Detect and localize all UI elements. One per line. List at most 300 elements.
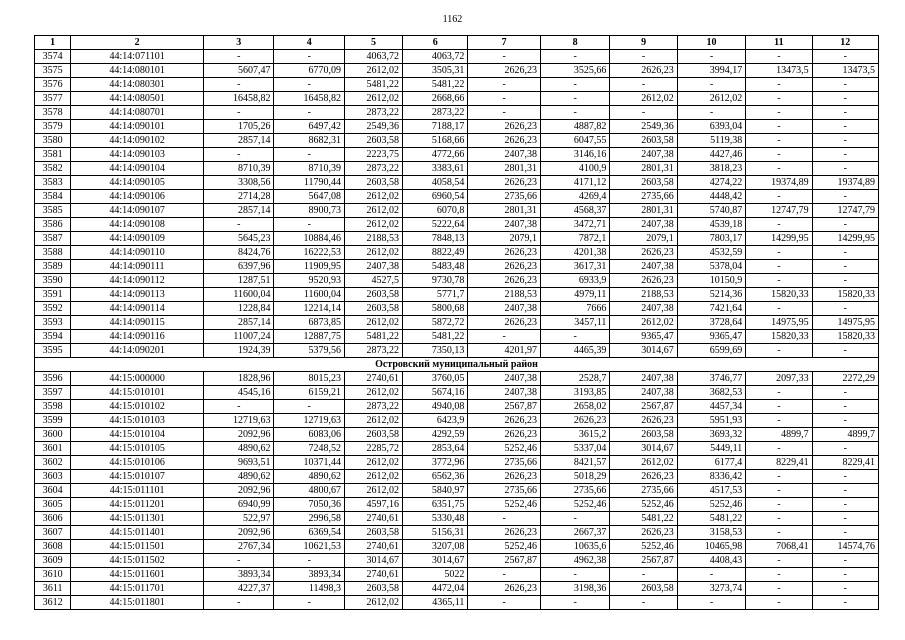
table-cell: 2603,58 bbox=[344, 428, 402, 442]
table-cell: 2603,58 bbox=[344, 134, 402, 148]
table-cell: 44:15:010106 bbox=[71, 456, 204, 470]
table-cell: - bbox=[610, 78, 677, 92]
table-cell: 3591 bbox=[35, 288, 71, 302]
table-cell: - bbox=[468, 568, 541, 582]
table-cell: 1924,39 bbox=[203, 344, 274, 358]
table-cell: 2801,31 bbox=[468, 204, 541, 218]
table-cell: 2612,02 bbox=[344, 92, 402, 106]
table-cell: 6599,69 bbox=[677, 344, 745, 358]
table-cell: 5378,04 bbox=[677, 260, 745, 274]
table-cell: 2626,23 bbox=[468, 176, 541, 190]
table-cell: 6369,54 bbox=[274, 526, 345, 540]
table-cell: 5481,22 bbox=[610, 512, 677, 526]
table-row bbox=[35, 442, 879, 456]
table-cell: 1287,51 bbox=[203, 274, 274, 288]
table-cell: 3588 bbox=[35, 246, 71, 260]
table-cell: 11600,04 bbox=[274, 288, 345, 302]
table-cell: 11909,95 bbox=[274, 260, 345, 274]
table-cell: - bbox=[468, 50, 541, 64]
table-row bbox=[35, 246, 879, 260]
table-cell: - bbox=[540, 568, 609, 582]
table-cell: - bbox=[746, 92, 812, 106]
table-cell: 4472,04 bbox=[403, 582, 468, 596]
table-cell: 3583 bbox=[35, 176, 71, 190]
table-cell: 2626,23 bbox=[610, 64, 677, 78]
table-cell: - bbox=[812, 470, 878, 484]
table-cell: 3576 bbox=[35, 78, 71, 92]
table-cell: 2603,58 bbox=[344, 288, 402, 302]
table-cell: 3893,34 bbox=[203, 568, 274, 582]
table-cell: - bbox=[812, 218, 878, 232]
table-cell: 3595 bbox=[35, 344, 71, 358]
table-cell: 2407,38 bbox=[610, 386, 677, 400]
table-cell: 2407,38 bbox=[610, 372, 677, 386]
table-cell: 5022 bbox=[403, 568, 468, 582]
table-cell: 4274,22 bbox=[677, 176, 745, 190]
table-cell: 6177,4 bbox=[677, 456, 745, 470]
table-cell: 44:14:090114 bbox=[71, 302, 204, 316]
table-cell: 14574,76 bbox=[812, 540, 878, 554]
table-cell: 3590 bbox=[35, 274, 71, 288]
table-cell: 2079,1 bbox=[610, 232, 677, 246]
table-cell: - bbox=[203, 78, 274, 92]
table-cell: 4058,54 bbox=[403, 176, 468, 190]
table-cell: 44:14:090103 bbox=[71, 148, 204, 162]
table-cell: 3584 bbox=[35, 190, 71, 204]
table-cell: 10635,6 bbox=[540, 540, 609, 554]
table-cell: 2740,61 bbox=[344, 568, 402, 582]
table-cell: 3582 bbox=[35, 162, 71, 176]
table-cell: - bbox=[677, 50, 745, 64]
table-cell: 44:15:010101 bbox=[71, 386, 204, 400]
table-cell: 44:14:090102 bbox=[71, 134, 204, 148]
table-cell: 5252,46 bbox=[610, 498, 677, 512]
table-cell: 3994,17 bbox=[677, 64, 745, 78]
table-row bbox=[35, 568, 879, 582]
table-cell: 5252,46 bbox=[610, 540, 677, 554]
table-cell: 3198,36 bbox=[540, 582, 609, 596]
table-cell: - bbox=[203, 106, 274, 120]
column-header: 6 bbox=[403, 36, 468, 50]
page-number: 1162 bbox=[442, 14, 463, 25]
table-cell: - bbox=[812, 554, 878, 568]
table-cell: - bbox=[812, 190, 878, 204]
table-cell: 2097,33 bbox=[746, 372, 812, 386]
table-row bbox=[35, 190, 879, 204]
table-cell: 19374,89 bbox=[812, 176, 878, 190]
table-cell: 4448,42 bbox=[677, 190, 745, 204]
table-row bbox=[35, 414, 879, 428]
table-cell: 3597 bbox=[35, 386, 71, 400]
table-cell: 4539,18 bbox=[677, 218, 745, 232]
table-cell: 7666 bbox=[540, 302, 609, 316]
table-cell: 9693,51 bbox=[203, 456, 274, 470]
table-cell: - bbox=[274, 106, 345, 120]
table-cell: 5481,22 bbox=[677, 512, 745, 526]
table-cell: 44:15:011301 bbox=[71, 512, 204, 526]
table-cell: 6351,75 bbox=[403, 498, 468, 512]
table-cell: 2735,66 bbox=[468, 456, 541, 470]
table-cell: 8822,49 bbox=[403, 246, 468, 260]
table-cell: 2612,02 bbox=[344, 386, 402, 400]
table-cell: - bbox=[812, 414, 878, 428]
table-cell: - bbox=[540, 78, 609, 92]
table-cell: 10150,9 bbox=[677, 274, 745, 288]
table-cell: 2735,66 bbox=[540, 484, 609, 498]
table-cell: 15820,33 bbox=[746, 330, 812, 344]
table-cell: 2603,58 bbox=[344, 526, 402, 540]
table-cell: 4527,5 bbox=[344, 274, 402, 288]
table-cell: - bbox=[812, 596, 878, 610]
table-row bbox=[35, 274, 879, 288]
table-cell: 2735,66 bbox=[610, 190, 677, 204]
table-cell: 3014,67 bbox=[610, 442, 677, 456]
table-cell: 2567,87 bbox=[610, 400, 677, 414]
table-cell: - bbox=[746, 596, 812, 610]
table-cell: 3606 bbox=[35, 512, 71, 526]
table-cell: 8229,41 bbox=[746, 456, 812, 470]
table-cell: 2612,02 bbox=[344, 484, 402, 498]
table-cell: 3728,64 bbox=[677, 316, 745, 330]
table-cell: 14975,95 bbox=[746, 316, 812, 330]
table-cell: 4063,72 bbox=[403, 50, 468, 64]
table-cell: 11007,24 bbox=[203, 330, 274, 344]
table-cell: - bbox=[746, 260, 812, 274]
table-cell: - bbox=[812, 78, 878, 92]
table-row bbox=[35, 64, 879, 78]
table-cell: 3818,23 bbox=[677, 162, 745, 176]
table-cell: 8336,42 bbox=[677, 470, 745, 484]
table-cell: 5214,36 bbox=[677, 288, 745, 302]
table-cell: 2079,1 bbox=[468, 232, 541, 246]
table-body bbox=[35, 50, 879, 610]
table-cell: 3693,32 bbox=[677, 428, 745, 442]
table-cell: 8710,39 bbox=[203, 162, 274, 176]
table-cell: 2873,22 bbox=[344, 400, 402, 414]
table-cell: - bbox=[746, 400, 812, 414]
table-cell: - bbox=[812, 302, 878, 316]
table-cell: - bbox=[677, 596, 745, 610]
table-cell: 5168,66 bbox=[403, 134, 468, 148]
table-cell: 2857,14 bbox=[203, 134, 274, 148]
table-cell: - bbox=[812, 568, 878, 582]
table-cell: 3581 bbox=[35, 148, 71, 162]
table-cell: 12887,75 bbox=[274, 330, 345, 344]
table-cell: 4887,82 bbox=[540, 120, 609, 134]
table-cell: - bbox=[812, 442, 878, 456]
table-cell: 3472,71 bbox=[540, 218, 609, 232]
table-cell: - bbox=[746, 442, 812, 456]
table-cell: - bbox=[746, 554, 812, 568]
table-cell: - bbox=[812, 526, 878, 540]
table-cell: 3308,56 bbox=[203, 176, 274, 190]
table-cell: 6397,96 bbox=[203, 260, 274, 274]
table-cell: 3611 bbox=[35, 582, 71, 596]
table-cell: 9730,78 bbox=[403, 274, 468, 288]
table-cell: 12719,63 bbox=[274, 414, 345, 428]
table-cell: 3525,66 bbox=[540, 64, 609, 78]
table-cell: 44:15:010107 bbox=[71, 470, 204, 484]
table-cell: 2857,14 bbox=[203, 204, 274, 218]
table-cell: - bbox=[746, 134, 812, 148]
table-cell: - bbox=[203, 596, 274, 610]
table-cell: - bbox=[812, 512, 878, 526]
column-header: 7 bbox=[468, 36, 541, 50]
table-cell: 3585 bbox=[35, 204, 71, 218]
table-cell: 5951,93 bbox=[677, 414, 745, 428]
table-cell: 44:15:011701 bbox=[71, 582, 204, 596]
table-cell: 4772,66 bbox=[403, 148, 468, 162]
table-row bbox=[35, 344, 879, 358]
table-cell: 2626,23 bbox=[610, 470, 677, 484]
table-cell: 13473,5 bbox=[812, 64, 878, 78]
table-cell: 2626,23 bbox=[610, 526, 677, 540]
table-cell: 7803,17 bbox=[677, 232, 745, 246]
table-cell: 5740,87 bbox=[677, 204, 745, 218]
table-cell: 3574 bbox=[35, 50, 71, 64]
table-cell: - bbox=[812, 386, 878, 400]
table-cell: - bbox=[274, 596, 345, 610]
table-cell: 2626,23 bbox=[468, 582, 541, 596]
table-cell: 6562,36 bbox=[403, 470, 468, 484]
table-cell: 3158,53 bbox=[677, 526, 745, 540]
table-cell: 4979,11 bbox=[540, 288, 609, 302]
table-cell: 44:14:090109 bbox=[71, 232, 204, 246]
table-cell: 1828,96 bbox=[203, 372, 274, 386]
table-cell: 5481,22 bbox=[403, 78, 468, 92]
table-cell: 2735,66 bbox=[468, 484, 541, 498]
table-cell: 5800,68 bbox=[403, 302, 468, 316]
table-cell: - bbox=[746, 302, 812, 316]
table-cell: 3596 bbox=[35, 372, 71, 386]
table-cell: - bbox=[610, 50, 677, 64]
table-cell: 4171,12 bbox=[540, 176, 609, 190]
table-cell: 6159,21 bbox=[274, 386, 345, 400]
table-cell: 10371,44 bbox=[274, 456, 345, 470]
table-cell: - bbox=[746, 414, 812, 428]
table-cell: 4532,59 bbox=[677, 246, 745, 260]
table-cell: 9365,47 bbox=[610, 330, 677, 344]
table-cell: - bbox=[746, 106, 812, 120]
table-cell: - bbox=[746, 498, 812, 512]
table-cell: 44:15:011501 bbox=[71, 540, 204, 554]
table-cell: - bbox=[746, 274, 812, 288]
column-header: 1 bbox=[35, 36, 71, 50]
table-cell: 6423,9 bbox=[403, 414, 468, 428]
table-cell: 44:14:090101 bbox=[71, 120, 204, 134]
table-cell: 3589 bbox=[35, 260, 71, 274]
table-cell: 44:15:011801 bbox=[71, 596, 204, 610]
table-cell: 2873,22 bbox=[344, 162, 402, 176]
table-header bbox=[35, 36, 879, 50]
table-cell: 2612,02 bbox=[610, 316, 677, 330]
table-cell: 6393,04 bbox=[677, 120, 745, 134]
table-cell: - bbox=[746, 190, 812, 204]
table-cell: 2407,38 bbox=[610, 260, 677, 274]
table-cell: 5607,47 bbox=[203, 64, 274, 78]
table-cell: 2612,02 bbox=[610, 92, 677, 106]
table-cell: 6873,85 bbox=[274, 316, 345, 330]
table-row bbox=[35, 260, 879, 274]
table-cell: 2188,53 bbox=[468, 288, 541, 302]
table-cell: - bbox=[812, 274, 878, 288]
table-cell: - bbox=[203, 50, 274, 64]
table-cell: 8421,57 bbox=[540, 456, 609, 470]
table-cell: 2612,02 bbox=[344, 218, 402, 232]
table-cell: 5222,64 bbox=[403, 218, 468, 232]
table-cell: 2612,02 bbox=[344, 204, 402, 218]
table-cell: 2612,02 bbox=[344, 190, 402, 204]
table-cell: 2612,02 bbox=[677, 92, 745, 106]
table-cell: - bbox=[746, 148, 812, 162]
table-cell: 2735,66 bbox=[610, 484, 677, 498]
table-cell: - bbox=[274, 218, 345, 232]
table-cell: 4100,9 bbox=[540, 162, 609, 176]
table-cell: - bbox=[746, 78, 812, 92]
table-cell: - bbox=[610, 596, 677, 610]
table-cell: 3383,61 bbox=[403, 162, 468, 176]
column-header: 8 bbox=[540, 36, 609, 50]
column-header: 9 bbox=[610, 36, 677, 50]
table-cell: 5330,48 bbox=[403, 512, 468, 526]
table-cell: 44:14:080701 bbox=[71, 106, 204, 120]
table-cell: 4408,43 bbox=[677, 554, 745, 568]
table-cell: 13473,5 bbox=[746, 64, 812, 78]
table-cell: - bbox=[468, 512, 541, 526]
table-cell: 5018,29 bbox=[540, 470, 609, 484]
table-cell: 19374,89 bbox=[746, 176, 812, 190]
table-cell: 2549,36 bbox=[344, 120, 402, 134]
table-cell: 2407,38 bbox=[468, 386, 541, 400]
table-cell: - bbox=[540, 596, 609, 610]
table-cell: 522,97 bbox=[203, 512, 274, 526]
table-cell: 3605 bbox=[35, 498, 71, 512]
table-cell: 5481,22 bbox=[403, 330, 468, 344]
table-cell: 12747,79 bbox=[812, 204, 878, 218]
table-cell: 3682,53 bbox=[677, 386, 745, 400]
table-cell: 3014,67 bbox=[344, 554, 402, 568]
table-cell: 5156,31 bbox=[403, 526, 468, 540]
table-cell: 6940,99 bbox=[203, 498, 274, 512]
table-cell: 8682,31 bbox=[274, 134, 345, 148]
table-cell: 2735,66 bbox=[468, 190, 541, 204]
table-cell: 3600 bbox=[35, 428, 71, 442]
table-cell: 6070,8 bbox=[403, 204, 468, 218]
table-cell: 5379,56 bbox=[274, 344, 345, 358]
table-row bbox=[35, 498, 879, 512]
table-cell: - bbox=[746, 484, 812, 498]
table-cell: 44:14:090108 bbox=[71, 218, 204, 232]
table-cell: 2407,38 bbox=[344, 260, 402, 274]
table-cell: 14975,95 bbox=[812, 316, 878, 330]
table-cell: 10465,98 bbox=[677, 540, 745, 554]
table-cell: 44:15:010105 bbox=[71, 442, 204, 456]
table-cell: - bbox=[746, 246, 812, 260]
table-cell: 2626,23 bbox=[468, 64, 541, 78]
table-cell: 2626,23 bbox=[610, 274, 677, 288]
table-cell: 2407,38 bbox=[610, 218, 677, 232]
table-cell: 8900,73 bbox=[274, 204, 345, 218]
table-cell: 4890,62 bbox=[203, 470, 274, 484]
table-cell: 4545,16 bbox=[203, 386, 274, 400]
table-cell: 2407,38 bbox=[468, 148, 541, 162]
table-cell: - bbox=[468, 596, 541, 610]
table-cell: - bbox=[468, 330, 541, 344]
table-row bbox=[35, 288, 879, 302]
table-cell: 5674,16 bbox=[403, 386, 468, 400]
table-cell: 4457,34 bbox=[677, 400, 745, 414]
table-cell: 14299,95 bbox=[746, 232, 812, 246]
table-cell: 3207,08 bbox=[403, 540, 468, 554]
table-cell: - bbox=[746, 162, 812, 176]
table-cell: 2603,58 bbox=[344, 302, 402, 316]
table-cell: 2612,02 bbox=[344, 596, 402, 610]
table-cell: 2853,64 bbox=[403, 442, 468, 456]
table-cell: 6047,55 bbox=[540, 134, 609, 148]
table-cell: 2567,87 bbox=[610, 554, 677, 568]
table-row bbox=[35, 400, 879, 414]
table-cell: 4800,67 bbox=[274, 484, 345, 498]
column-header: 11 bbox=[746, 36, 812, 50]
table-cell: - bbox=[610, 568, 677, 582]
table-cell: - bbox=[812, 260, 878, 274]
table-cell: - bbox=[274, 554, 345, 568]
table-cell: 5647,08 bbox=[274, 190, 345, 204]
table-cell: 44:15:000000 bbox=[71, 372, 204, 386]
table-cell: 4899,7 bbox=[812, 428, 878, 442]
table-cell: 44:14:090115 bbox=[71, 316, 204, 330]
table-cell: 44:14:090112 bbox=[71, 274, 204, 288]
table-cell: 7350,13 bbox=[403, 344, 468, 358]
table-cell: 2188,53 bbox=[610, 288, 677, 302]
table-cell: - bbox=[540, 330, 609, 344]
table-cell: 1705,26 bbox=[203, 120, 274, 134]
table-cell: 2626,23 bbox=[468, 414, 541, 428]
table-cell: 3601 bbox=[35, 442, 71, 456]
table-cell: - bbox=[274, 50, 345, 64]
table-cell: 8710,39 bbox=[274, 162, 345, 176]
table-cell: 4940,08 bbox=[403, 400, 468, 414]
table-cell: 6083,06 bbox=[274, 428, 345, 442]
table-cell: 4365,11 bbox=[403, 596, 468, 610]
table-cell: 5252,46 bbox=[540, 498, 609, 512]
table-cell: 4201,97 bbox=[468, 344, 541, 358]
table-cell: - bbox=[746, 526, 812, 540]
table-cell: 4269,4 bbox=[540, 190, 609, 204]
table-cell: 1228,84 bbox=[203, 302, 274, 316]
table-cell: 2626,23 bbox=[468, 134, 541, 148]
table-cell: 2668,66 bbox=[403, 92, 468, 106]
table-cell: 16222,53 bbox=[274, 246, 345, 260]
table-cell: 2612,02 bbox=[344, 470, 402, 484]
table-cell: 10621,53 bbox=[274, 540, 345, 554]
table-row bbox=[35, 218, 879, 232]
table-cell: - bbox=[677, 106, 745, 120]
table-cell: 2612,02 bbox=[610, 456, 677, 470]
table-cell: 2996,58 bbox=[274, 512, 345, 526]
table-cell: 5252,46 bbox=[677, 498, 745, 512]
table-cell: - bbox=[746, 344, 812, 358]
table-cell: 5872,72 bbox=[403, 316, 468, 330]
table-cell: 2767,34 bbox=[203, 540, 274, 554]
table-cell: 2857,14 bbox=[203, 316, 274, 330]
table-cell: 2801,31 bbox=[468, 162, 541, 176]
table-row bbox=[35, 78, 879, 92]
table-cell: 2603,58 bbox=[344, 582, 402, 596]
table-cell: 2407,38 bbox=[468, 302, 541, 316]
table-cell: - bbox=[746, 512, 812, 526]
table-cell: 3594 bbox=[35, 330, 71, 344]
